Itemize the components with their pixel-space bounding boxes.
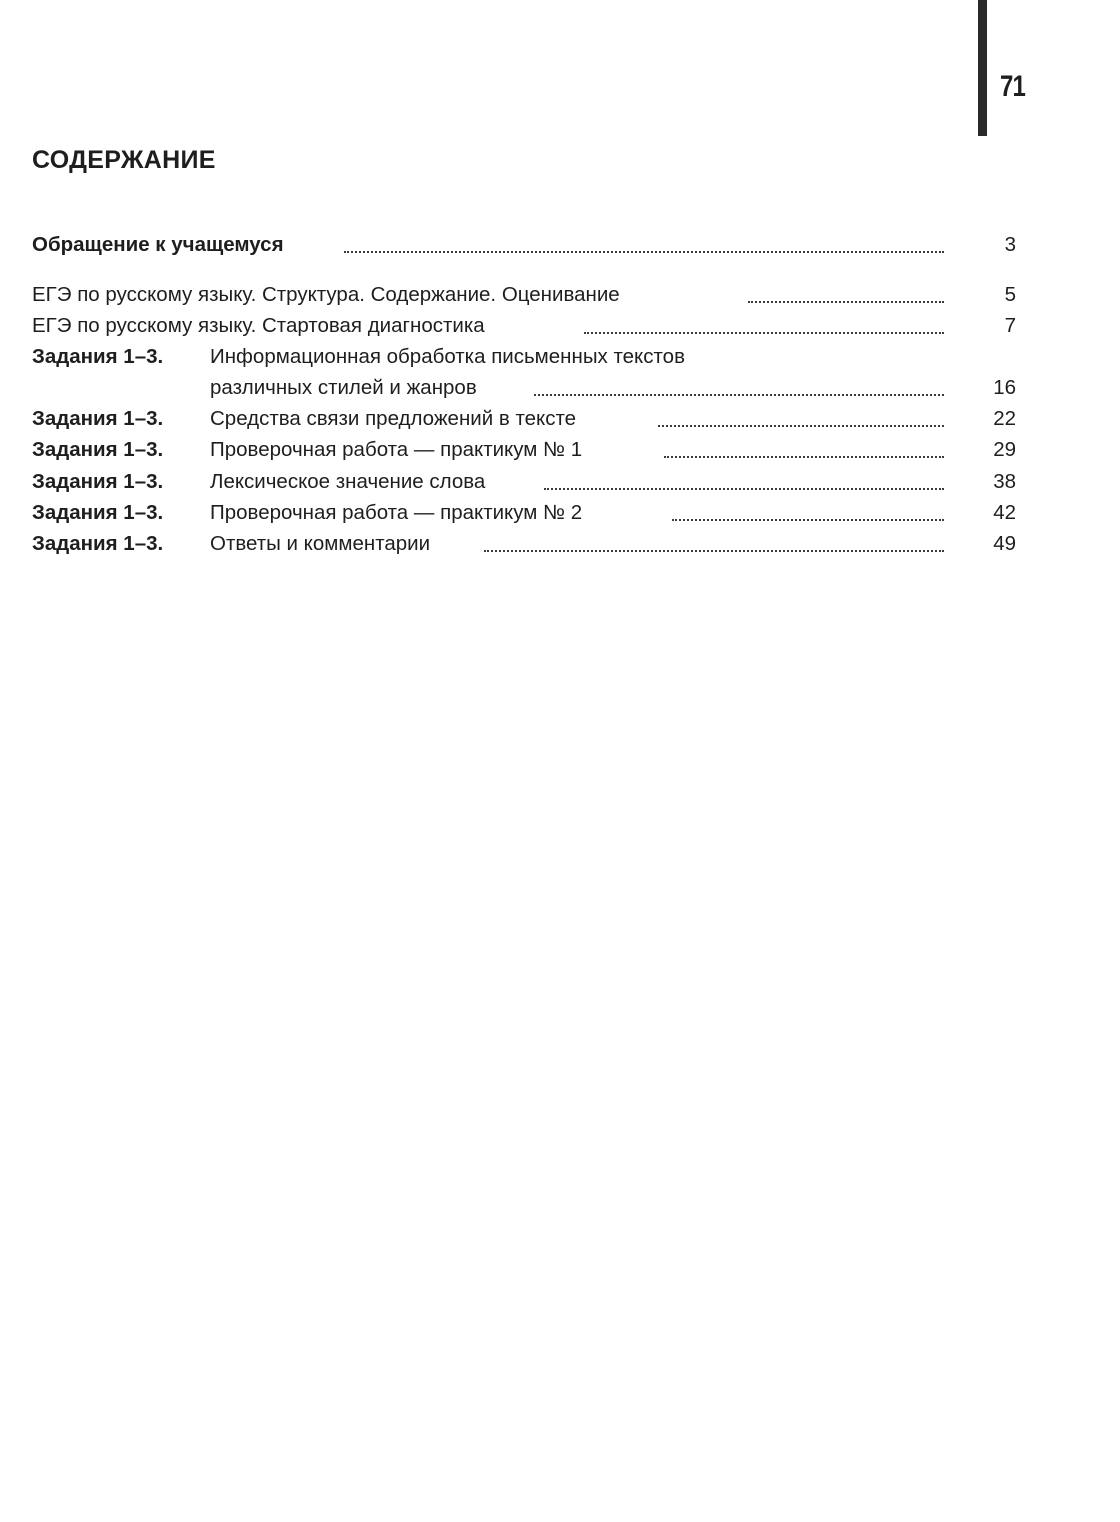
toc-entry-label: Задания 1–3. [32, 501, 164, 524]
toc-leader-dots [344, 232, 944, 258]
toc-entry-page: 29 [993, 438, 1016, 461]
toc-entry-label: Задания 1–3. [32, 345, 164, 368]
toc-entry-page: 42 [993, 501, 1016, 524]
toc-entry-title: Информационная обработка письменных текстов [210, 344, 689, 370]
page-edge-bar [978, 0, 987, 136]
toc-entry[interactable] [32, 500, 1016, 526]
toc-entry[interactable] [32, 282, 1016, 308]
toc-entry[interactable] [32, 406, 1016, 432]
toc-entry-label: Задания 1–3. [32, 532, 164, 555]
toc-entry-label: Задания 1–3. [32, 407, 164, 430]
toc-leader-dots [748, 282, 944, 308]
toc-entry[interactable] [32, 344, 1016, 370]
toc-entry-title: ЕГЭ по русскому языку. Стартовая диагностика [32, 313, 489, 339]
toc-leader-dots [544, 469, 944, 495]
toc-entry-title: Обращение к учащемуся [32, 232, 288, 258]
toc-leader-dots [584, 313, 944, 339]
toc-leader-dots [484, 531, 944, 557]
toc-entry[interactable] [32, 437, 1016, 463]
toc-entry-title: Проверочная работа — практикум № 1 [210, 437, 586, 463]
toc-leader-dots [672, 500, 944, 526]
toc-entry-title: Лексическое значение слова [210, 469, 489, 495]
toc-entry-page: 22 [993, 407, 1016, 430]
page-number: 71 [1000, 70, 1026, 103]
toc-entry-page: 49 [993, 532, 1016, 555]
toc-entry[interactable] [32, 232, 1016, 258]
toc-entry[interactable] [32, 469, 1016, 495]
toc-entry[interactable] [32, 531, 1016, 557]
toc-leader-dots [658, 406, 944, 432]
toc-entry-title-continuation: различных стилей и жанров [210, 375, 481, 401]
toc-entry-page: 7 [1004, 314, 1016, 337]
toc-leader-dots [664, 437, 944, 463]
toc-entry-title: ЕГЭ по русскому языку. Структура. Содержание. Оценивание [32, 282, 624, 308]
toc-entry-label: Задания 1–3. [32, 470, 164, 493]
toc-entry-page: 3 [1004, 233, 1016, 256]
toc-entry-continuation[interactable] [32, 375, 1016, 401]
toc-entry-label: Задания 1–3. [32, 438, 164, 461]
toc-entry-title: Ответы и комментарии [210, 531, 434, 557]
toc-entry-title: Проверочная работа — практикум № 2 [210, 500, 586, 526]
toc-leader-dots [534, 375, 944, 401]
toc-entry-title: Средства связи предложений в тексте [210, 406, 580, 432]
toc-entry-page: 5 [1004, 283, 1016, 306]
toc-entry-page: 16 [993, 376, 1016, 399]
page-title: СОДЕРЖАНИЕ [32, 146, 216, 174]
toc-entry-page: 38 [993, 470, 1016, 493]
toc-entry[interactable] [32, 313, 1016, 339]
